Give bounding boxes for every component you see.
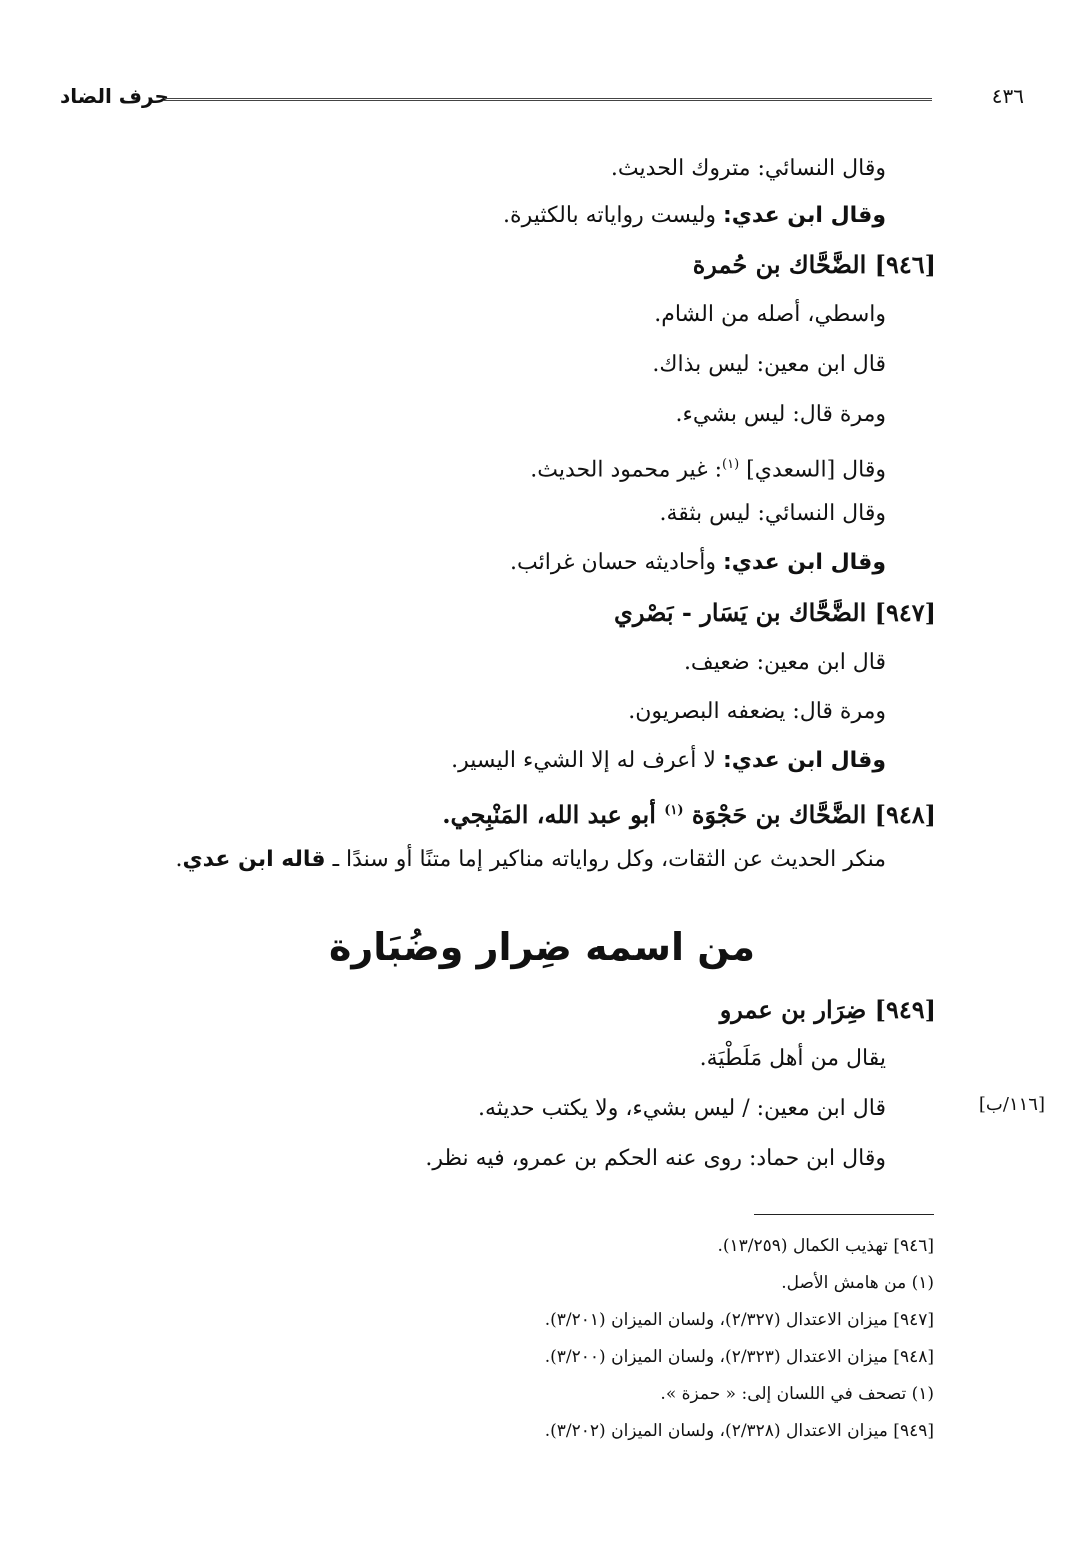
text-span: . xyxy=(175,847,183,872)
header-title: حرف الضاد xyxy=(60,84,169,108)
bold-span: قاله ابن عدي xyxy=(182,847,326,872)
text-line xyxy=(60,845,886,875)
text-line: ومرة قال: يضعفه البصريون. xyxy=(628,699,886,724)
footnote-line: (١) من هامش الأصل. xyxy=(781,1273,934,1293)
text-span: [٩٤٨] الضَّحَّاك بن حَجْوَة xyxy=(683,800,936,829)
entry-heading-947: [٩٤٧] الضَّحَّاك بن يَسَار - بَصْري xyxy=(614,598,936,627)
text-span: وليست رواياته بالكثيرة. xyxy=(503,203,723,228)
footnote-line: [٩٤٧] ميزان الاعتدال (٢/٣٢٧)، ولسان الميزان (٣/٢٠١). xyxy=(544,1310,934,1330)
bold-span: وقال ابن عدي: xyxy=(722,203,886,228)
text-span: لا أعرف له إلا الشيء اليسير. xyxy=(451,748,723,773)
bold-span: وقال ابن عدي: xyxy=(722,748,886,773)
text-line: واسطي، أصله من الشام. xyxy=(654,302,886,327)
margin-folio-note: [١١٦/ب] xyxy=(978,1094,1045,1115)
text-span: وقال النسائي: متروك الحديث. xyxy=(610,156,886,181)
text-span: منكر الحديث عن الثقات، وكل رواياته مناكير إما متنًا أو سندًا ـ xyxy=(325,847,886,872)
footnote-marker: (١) xyxy=(664,803,684,818)
text-span: أبو عبد الله، المَنْبِجي. xyxy=(442,800,665,829)
text-line: قال ابن معين: ليس بذاك. xyxy=(652,352,886,377)
footnote-line: [٩٤٨] ميزان الاعتدال (٢/٣٢٣)، ولسان الميزان (٣/٢٠٠). xyxy=(544,1347,934,1367)
text-line: قال ابن معين: ضعيف. xyxy=(683,650,886,675)
section-title: من اسمه ضِرار وضُبَارة xyxy=(328,925,755,969)
entry-heading-949: [٩٤٩] ضِرَار بن عمرو xyxy=(719,995,936,1024)
text-span: وأحاديثه حسان غرائب. xyxy=(510,550,723,575)
text-line xyxy=(60,154,886,184)
text-span: : غير محمود الحديث. xyxy=(530,457,723,483)
text-line xyxy=(60,201,886,231)
header-rule xyxy=(164,98,932,101)
entry-heading-946: [٩٤٦] الضَّحَّاك بن حُمرة xyxy=(692,250,936,279)
text-line xyxy=(60,746,886,776)
footnote-line: (١) تصحف في اللسان إلى: « حمزة ». xyxy=(660,1384,934,1404)
text-line: ومرة قال: ليس بشيء. xyxy=(675,402,886,427)
text-line: يقال من أهل مَلَطْيَة. xyxy=(699,1046,886,1071)
footnote-divider xyxy=(754,1214,934,1215)
text-span: وقال [السعدي] xyxy=(739,457,886,483)
footnote-line: [٩٤٩] ميزان الاعتدال (٢/٣٢٨)، ولسان الميزان (٣/٢٠٢). xyxy=(544,1421,934,1441)
page-number: ٤٣٦ xyxy=(991,84,1024,108)
footnote-marker: (١) xyxy=(722,457,740,472)
running-header xyxy=(60,78,1024,118)
footnote-line: [٩٤٦] تهذيب الكمال (١٣/٢٥٩). xyxy=(717,1236,934,1256)
text-line xyxy=(60,548,886,578)
text-line: وقال ابن حماد: روى عنه الحكم بن عمرو، فيه نظر. xyxy=(425,1146,886,1171)
text-line xyxy=(60,450,886,485)
bold-span: وقال ابن عدي: xyxy=(722,550,886,575)
entry-heading-948 xyxy=(60,796,936,830)
text-line: وقال النسائي: ليس بثقة. xyxy=(659,501,886,526)
text-line: قال ابن معين: / ليس بشيء، ولا يكتب حديثه. xyxy=(477,1096,886,1121)
